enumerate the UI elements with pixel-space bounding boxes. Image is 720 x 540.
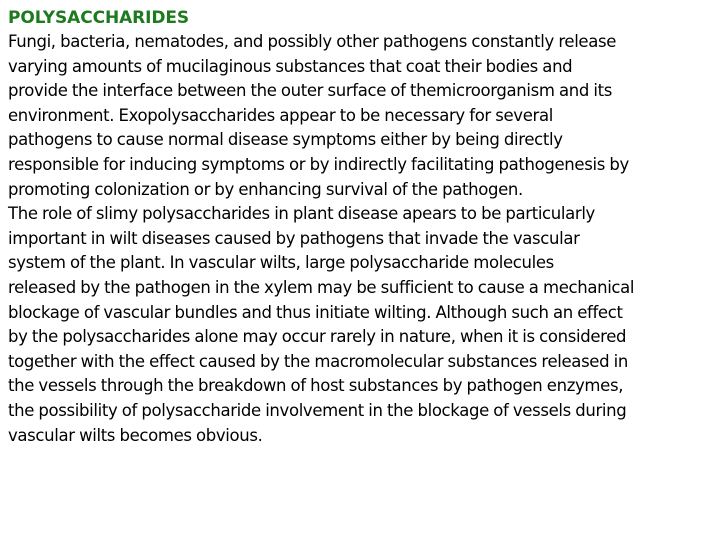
text-line: important in wilt diseases caused by pathogens that invade the vascular	[8, 228, 580, 248]
text-line: blockage of vascular bundles and thus initiate wilting. Although such an effect	[8, 302, 623, 322]
text-line: Fungi, bacteria, nematodes, and possibly other pathogens constantly release	[8, 32, 617, 51]
text-line: together with the effect caused by the macromolecular substances released in	[8, 351, 628, 371]
text-line: vascular wilts becomes obvious.	[8, 425, 263, 445]
text-line: the possibility of polysaccharide involvement in the blockage of vessels during	[8, 400, 627, 420]
text-line: provide the interface between the outer surface of themicroorganism and its	[8, 81, 613, 101]
text-line: responsible for inducing symptoms or by indirectly facilitating pathogenesis by	[8, 154, 629, 174]
paragraph-vascular-wilts	[8, 202, 712, 448]
text-line: varying amounts of mucilaginous substances that coat their bodies and	[8, 56, 573, 76]
paragraph-pathogen-substances	[8, 30, 712, 202]
slide-title: POLYSACCHARIDES	[8, 8, 190, 28]
text-line: The role of slimy polysaccharides in plant disease apears to be particularly	[8, 204, 595, 224]
text-line: promoting colonization or by enhancing survival of the pathogen.	[8, 179, 523, 199]
text-line: released by the pathogen in the xylem may be sufficient to cause a mechanical	[8, 277, 635, 297]
text-line: system of the plant. In vascular wilts, large polysaccharide molecules	[8, 253, 554, 273]
slide-content	[8, 6, 712, 448]
text-line: environment. Exopolysaccharides appear to be necessary for several	[8, 105, 553, 125]
text-line: by the polysaccharides alone may occur rarely in nature, when it is considered	[8, 327, 627, 347]
text-line: the vessels through the breakdown of host substances by pathogen enzymes,	[8, 376, 624, 396]
text-line: pathogens to cause normal disease symptoms either by being directly	[8, 130, 563, 150]
